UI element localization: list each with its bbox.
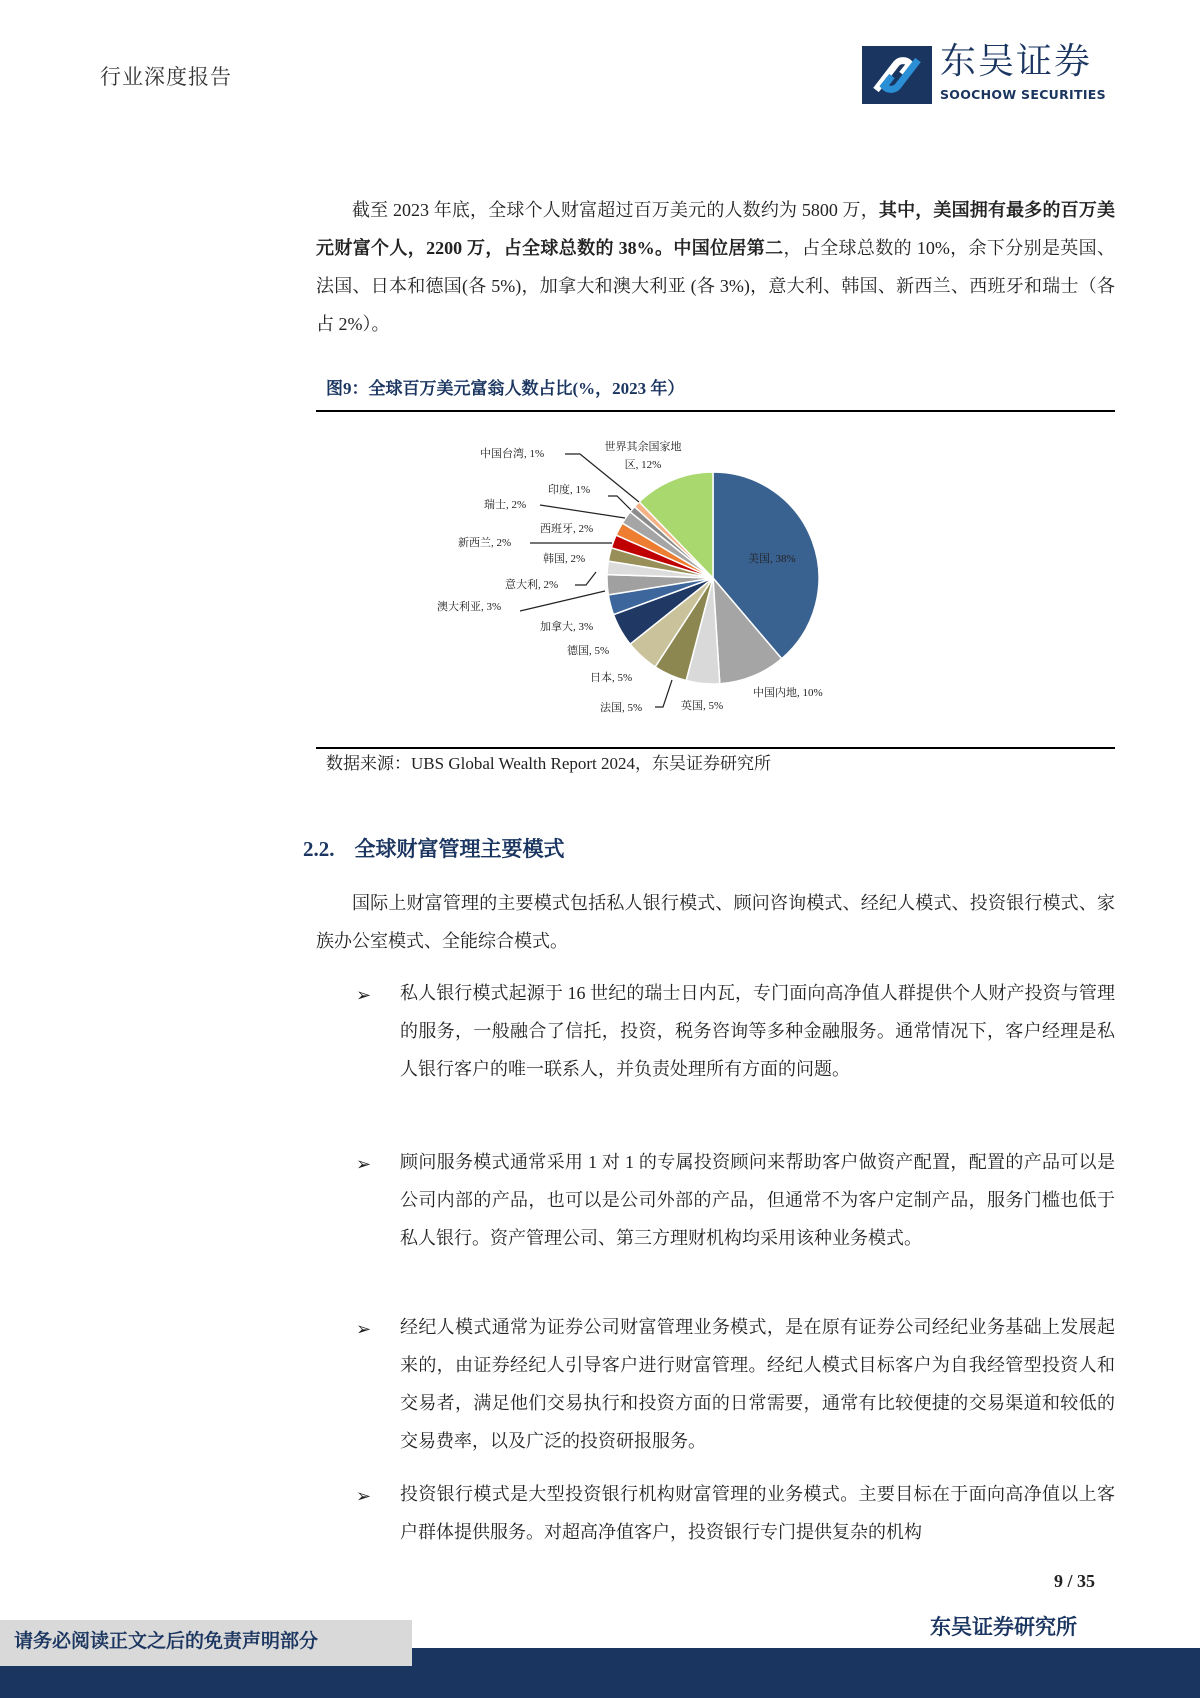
- label-italy: 意大利, 2%: [505, 579, 559, 591]
- leader-line: [655, 680, 672, 707]
- bullet-icon: ➢: [356, 1486, 372, 1506]
- page-number: 9 / 35: [1054, 1571, 1096, 1591]
- leader-line: [608, 496, 631, 510]
- label-germany: 德国, 5%: [567, 645, 610, 657]
- intro-bold-text: 其中，美国拥有最多的百万美元财富个人，2200 万，占全球总数的 38%。中国位居第二: [316, 200, 1116, 258]
- label-korea: 韩国, 2%: [543, 553, 586, 565]
- figure-source: 数据来源：UBS Global Wealth Report 2024，东吴证券研究所: [326, 754, 772, 773]
- disclaimer-text: 请务必阅读正文之后的免责声明部分: [14, 1631, 319, 1652]
- leader-line: [520, 591, 605, 611]
- label-china: 中国内地, 10%: [753, 687, 823, 699]
- section-number: 2.2.: [303, 837, 335, 861]
- label-spain: 西班牙, 2%: [540, 523, 594, 535]
- bullet-icon: ➢: [356, 985, 372, 1005]
- caption-rule: [316, 410, 1115, 412]
- intro-text: ，占全球总数的 10%，余下分别是英国、法国、日本和德国(各 5%)，加拿大和澳大利亚 (各 3%)，意大利、韩国、新西兰、西班牙和瑞士（各占 2%）。: [316, 238, 1116, 334]
- leader-line: [575, 572, 596, 585]
- bullet-icon: ➢: [356, 1154, 372, 1174]
- disclaimer-box: [0, 1620, 412, 1666]
- label-us: 美国, 38%: [748, 553, 796, 565]
- section-intro: 国际上财富管理的主要模式包括私人银行模式、顾问咨询模式、经纪人模式、投资银行模式、家族办公室模式、全能综合模式。: [316, 893, 1115, 951]
- company-logo: [862, 41, 1122, 106]
- label-india: 印度, 1%: [548, 484, 591, 496]
- bullet-text: 顾问服务模式通常采用 1 对 1 的专属投资顾问来帮助客户做资产配置，配置的产品可以是公司内部的产品，也可以是公司外部的产品，但通常不为客户定制产品，服务门槛也低于私人银行。资产管理公司、第三方理财机构均采用该种业务模式。: [400, 1152, 1115, 1248]
- logo-text-en: SOOCHOW SECURITIES: [940, 87, 1106, 102]
- intro-text: 截至 2023 年底，全球个人财富超过百万美元的人数约为 5800 万，: [352, 200, 879, 220]
- label-uk: 英国, 5%: [681, 700, 724, 712]
- leader-line: [540, 505, 625, 518]
- label-taiwan: 中国台湾, 1%: [480, 448, 545, 460]
- section-heading: [303, 836, 585, 862]
- logo-text-cn: 东吴证券: [940, 41, 1093, 82]
- figure-bottom-rule: [316, 747, 1115, 749]
- label-japan: 日本, 5%: [590, 672, 633, 684]
- label-france: 法国, 5%: [600, 702, 643, 714]
- label-nz: 新西兰, 2%: [458, 537, 512, 549]
- bullet-text: 经纪人模式通常为证券公司财富管理业务模式，是在原有证券公司经纪业务基础上发展起来的，由证券经纪人引导客户进行财富管理。经纪人模式目标客户为自我经管型投资人和交易者，满足他们交易执行和投资方面的日常需要，通常有比较便捷的交易渠道和较低的交易费率，以及广泛的投资研报服务。: [400, 1317, 1115, 1451]
- pie-chart: [420, 430, 860, 720]
- label-canada: 加拿大, 3%: [540, 621, 594, 633]
- report-type-label: 行业深度报告: [100, 65, 232, 89]
- bullet-icon: ➢: [356, 1319, 372, 1339]
- intro-paragraph: [316, 191, 1115, 343]
- label-rest-line2: 区, 12%: [624, 459, 662, 471]
- label-switzerland: 瑞士, 2%: [484, 499, 527, 511]
- bullet-text: 私人银行模式起源于 16 世纪的瑞士日内瓦，专门面向高净值人群提供个人财产投资与管理的服务，一般融合了信托，投资，税务咨询等多种金融服务。通常情况下，客户经理是私人银行客户的唯一联系人，并负责处理所有方面的问题。: [400, 983, 1115, 1079]
- label-rest-line1: 世界其余国家地: [604, 441, 682, 453]
- label-australia: 澳大利亚, 3%: [437, 601, 502, 613]
- section-title: 全球财富管理主要模式: [354, 837, 565, 861]
- logo-mark-icon: [862, 46, 932, 104]
- pie-chart-svg: [420, 430, 860, 720]
- bullet-text: 投资银行模式是大型投资银行机构财富管理的业务模式。主要目标在于面向高净值以上客户群体提供服务。对超高净值客户，投资银行专门提供复杂的机构: [400, 1484, 1115, 1542]
- figure-caption: 图9：全球百万美元富翁人数占比(%，2023 年）: [326, 379, 685, 398]
- footer-org: 东吴证券研究所: [930, 1615, 1077, 1639]
